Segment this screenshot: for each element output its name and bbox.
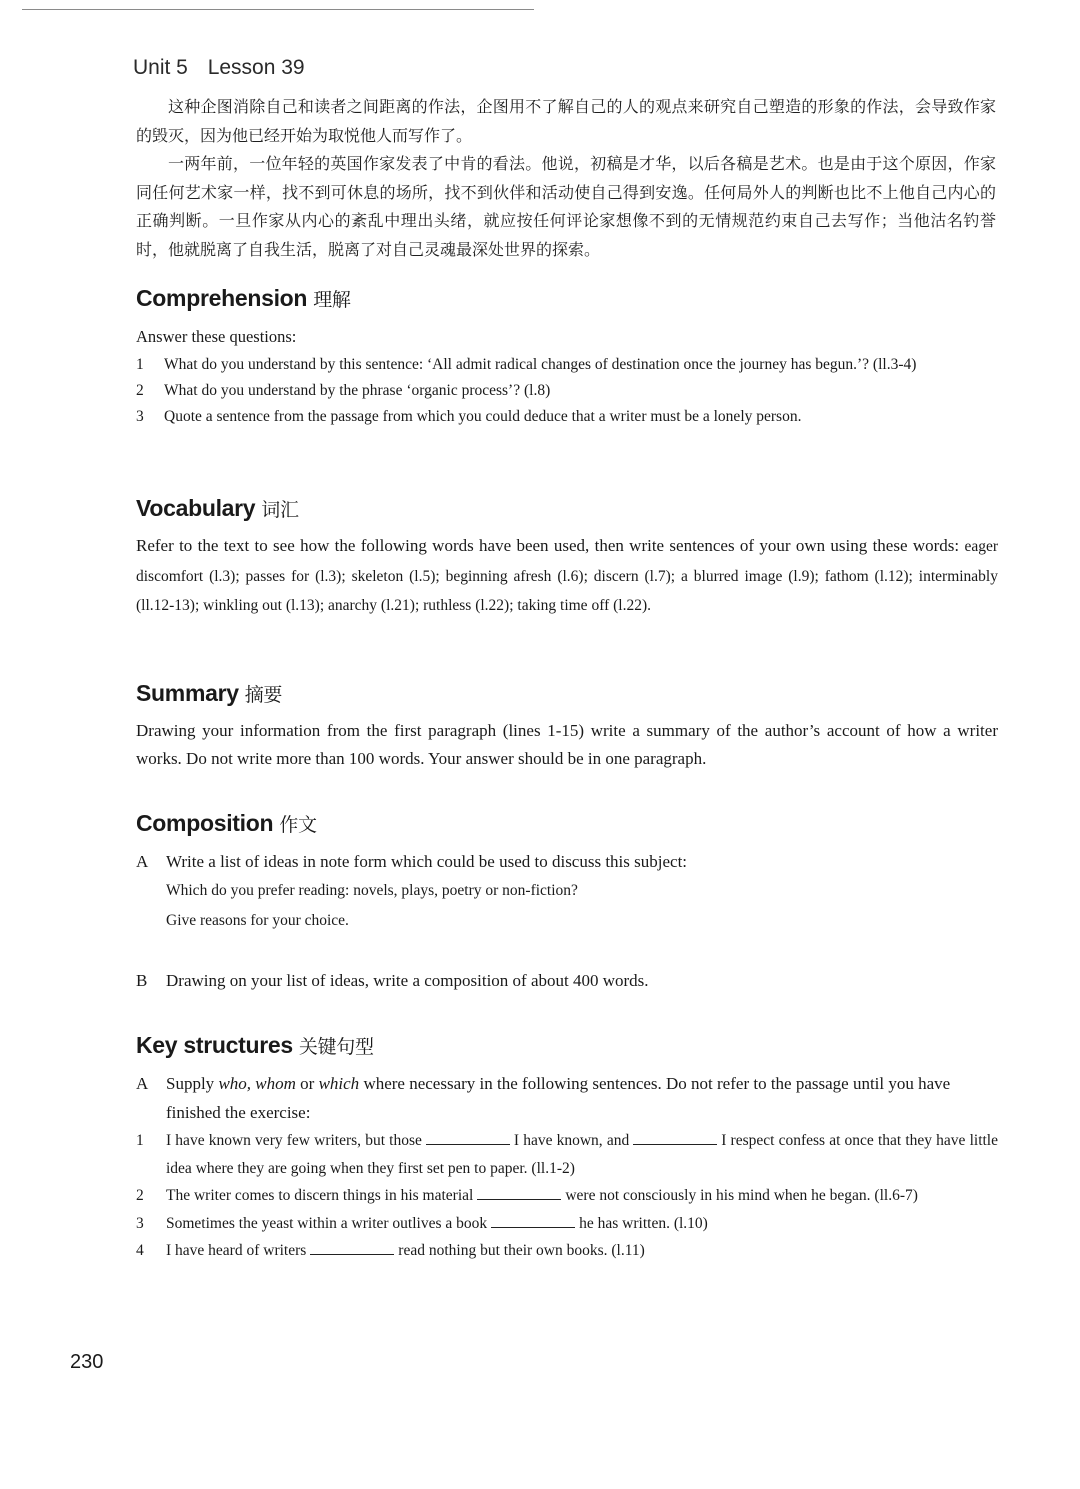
list-item (136, 378, 998, 404)
summary-heading (136, 680, 998, 707)
key-structures-heading (136, 1032, 998, 1059)
vocabulary-section (136, 495, 998, 621)
exercise-part: were not consciously in his mind when he began. (ll.6-7) (565, 1187, 918, 1204)
comprehension-instruction: Answer these questions: (136, 327, 297, 346)
answer-blank[interactable] (633, 1143, 717, 1145)
exercise-number: 1 (136, 1132, 144, 1149)
task-letter: B (136, 971, 148, 990)
answer-blank[interactable] (477, 1198, 561, 1200)
composition-title: Composition (136, 810, 274, 836)
exercise-number: 2 (136, 1187, 144, 1204)
exercise-text (166, 1237, 998, 1265)
list-item (136, 404, 998, 430)
exercise-part: he has written. (l.10) (579, 1214, 708, 1232)
question-text: What do you understand by the phrase ‘organic process’? (l.8) (164, 382, 551, 399)
task-text: Drawing on your list of ideas, write a composition of about 400 words. (166, 971, 649, 990)
comprehension-questions (136, 352, 998, 430)
exercise-part: I have heard of writers (166, 1242, 307, 1259)
task-text-part: or (295, 1074, 319, 1093)
question-text: Quote a sentence from the passage from which you could deduce that a writer must be a lonely person. (164, 408, 802, 425)
composition-subject-reasons: Give reasons for your choice. (166, 912, 349, 929)
task-text: Write a list of ideas in note form which could be used to discuss this subject: (166, 852, 688, 871)
unit-label: Unit 5 (133, 56, 188, 79)
composition-task-a (136, 847, 998, 876)
vocabulary-text (136, 532, 998, 621)
vocabulary-title: Vocabulary (136, 495, 256, 521)
summary-title: Summary (136, 680, 239, 706)
question-number: 2 (136, 382, 144, 399)
key-structures-title-cn: 关键句型 (298, 1036, 374, 1058)
list-item (136, 1237, 998, 1265)
key-structures-task-a (136, 1069, 998, 1127)
task-text-which: which (318, 1074, 360, 1093)
summary-text: Drawing your information from the first paragraph (lines 1-15) write a summary of the author’s account of how a writer works. Do not write more than 100 words. Your answer should be in one paragraph. (136, 721, 998, 768)
exercise-part: Sometimes the yeast within a writer outlives a book (166, 1214, 488, 1232)
comprehension-title: Comprehension (136, 285, 308, 311)
comprehension-title-cn: 理解 (313, 289, 351, 311)
list-item (136, 1210, 998, 1238)
exercise-number: 3 (136, 1214, 144, 1232)
chinese-paragraph-1: 这种企图消除自己和读者之间距离的作法，企图用不了解自己的人的观点来研究自己塑造的形象的作法，会导致作家的毁灭，因为他已经开始为取悦他人而写作了。 (136, 97, 996, 145)
composition-subject: Which do you prefer reading: novels, plays, poetry or non-fiction? (166, 882, 578, 899)
task-text-part: Supply (166, 1074, 219, 1093)
vocabulary-words: eager discomfort (l.3); passes for (l.3); skeleton (l.5); beginning afresh (l.6); discern (l.7); a blurred image (l.9); fathom (l.12); interminably (ll.12-13); winkling out (l.13); anarchy (l.21); ruthless (l.22); taking time off (l.22). (136, 538, 999, 614)
answer-blank[interactable] (426, 1143, 510, 1145)
lesson-label: Lesson 39 (207, 56, 305, 79)
list-item (136, 1182, 998, 1210)
task-letter: A (136, 1074, 149, 1093)
comprehension-section (136, 285, 998, 430)
vocabulary-title-cn: 词汇 (261, 499, 299, 521)
vocabulary-intro: Refer to the text to see how the following words have been used, then write sentences of your own using these words: (136, 536, 960, 555)
key-structures-title: Key structures (136, 1032, 293, 1058)
question-number: 3 (136, 408, 144, 425)
question-number: 1 (136, 356, 144, 373)
exercise-number: 4 (136, 1242, 144, 1259)
answer-blank[interactable] (310, 1253, 394, 1255)
exercise-part: The writer comes to discern things in his material (166, 1187, 474, 1204)
exercise-list (136, 1127, 998, 1265)
chinese-translation (136, 93, 996, 264)
question-text: What do you understand by this sentence: ‘All admit radical changes of destination once the journey has begun.’? (ll.3-4) (164, 356, 917, 373)
task-text-part: where necessary in the following sentences. Do not refer to the passage until you have finished the exercise: (166, 1074, 951, 1122)
exercise-text (166, 1127, 998, 1182)
exercise-part: I have known very few writers, but those (166, 1132, 422, 1149)
task-text (166, 1069, 998, 1127)
page-header (133, 56, 305, 80)
task-letter: A (136, 852, 149, 871)
composition-heading (136, 810, 998, 837)
list-item (136, 1127, 998, 1182)
chinese-paragraph-2: 一两年前，一位年轻的英国作家发表了中肯的看法。他说，初稿是才华，以后各稿是艺术。也是由于这个原因，作家同任何艺术家一样，找不到可休息的场所，找不到伙伴和活动使自己得到安逸。任何局外人的判断也比不上他自己内心的正确判断。一旦作家从内心的紊乱中理出头绪，就应按任何评论家想像不到的无情规范约束自己去写作；当他沽名钓誉时，他就脱离了自我生活，脱离了对自己灵魂最深处世界的探索。 (136, 154, 996, 259)
task-text-who-whom: who, whom (218, 1074, 296, 1093)
vocabulary-heading (136, 495, 998, 522)
composition-task-b (136, 966, 998, 995)
exercise-text (166, 1182, 998, 1210)
summary-section (136, 680, 998, 773)
comprehension-heading (136, 285, 998, 312)
summary-title-cn: 摘要 (244, 684, 283, 706)
composition-section (136, 810, 998, 995)
key-structures-section (136, 1032, 998, 1265)
exercise-part: I have known, and (513, 1132, 630, 1149)
page-number: 230 (70, 1351, 104, 1373)
answer-blank[interactable] (491, 1226, 575, 1228)
top-rule (22, 9, 534, 10)
exercise-part: read nothing but their own books. (l.11) (398, 1242, 645, 1259)
list-item (136, 352, 998, 378)
composition-title-cn: 作文 (279, 814, 317, 836)
exercise-text (166, 1210, 998, 1238)
exercise-part: I respect confess at once that they have little idea where they are going when they first set pen to paper. (ll.1-2) (166, 1132, 998, 1177)
